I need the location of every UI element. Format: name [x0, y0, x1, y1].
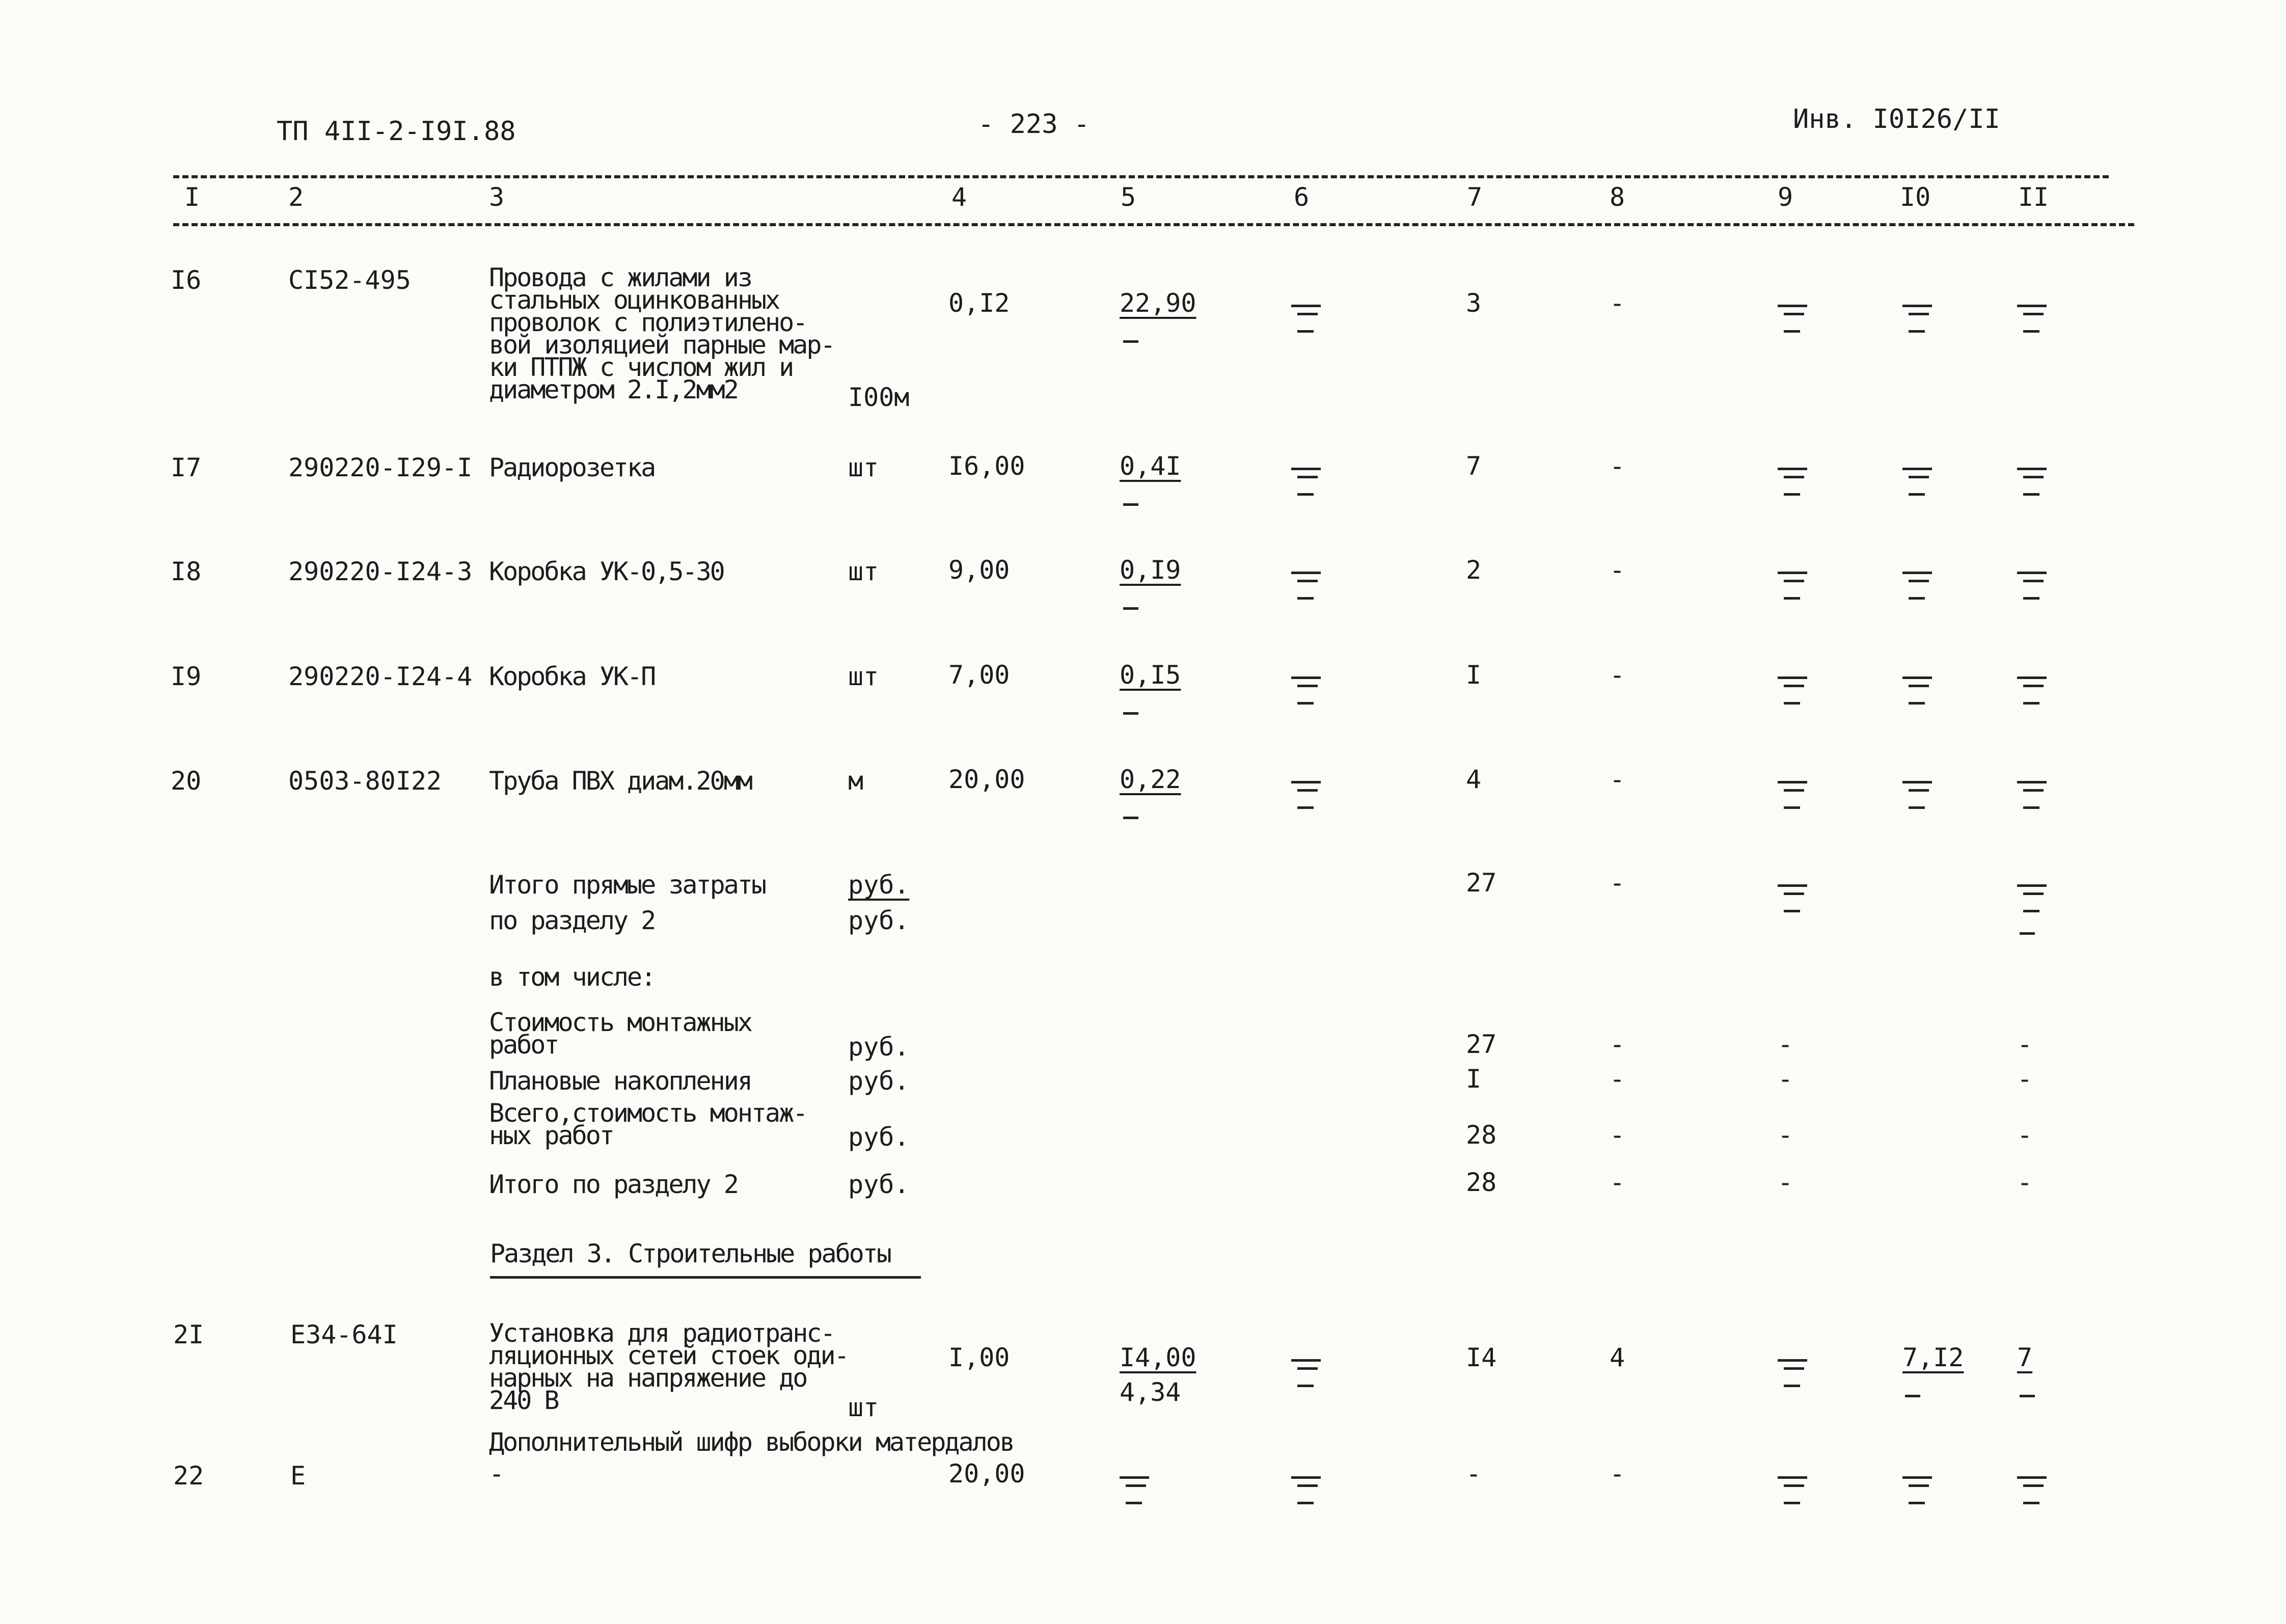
direct-costs-label-line2: по разделу 2	[489, 906, 655, 935]
row-unit: м	[848, 766, 864, 796]
row-col7: 7	[1466, 451, 1482, 481]
empty-mark	[1778, 875, 1813, 911]
row-number: 22	[173, 1461, 204, 1491]
empty-mark	[1291, 667, 1327, 703]
total-mounting-col8: -	[1610, 1120, 1625, 1150]
inventory-number: Инв. I0I26/II	[1793, 104, 2000, 134]
row-description: Установка для радиотранс- ляционных сетей стоек оди- нарных на напряжение до 240 В	[489, 1318, 848, 1415]
planned-savings-col11: -	[2017, 1064, 2033, 1094]
direct-costs-value: 27	[1466, 868, 1497, 898]
total-mounting-value: 28	[1466, 1120, 1497, 1150]
row-description: Коробка УК-П	[489, 662, 655, 691]
row-col8: -	[1610, 765, 1625, 794]
row-unit-price: 0,I5	[1120, 660, 1181, 690]
row-unit-price: 0,22	[1120, 765, 1181, 794]
row-description: -	[489, 1459, 505, 1488]
row-col7: I	[1466, 660, 1482, 690]
empty-mark	[1291, 295, 1327, 331]
row-code: CI52-495	[288, 265, 411, 295]
empty-mark	[2017, 295, 2053, 331]
section-total-col9: -	[1778, 1168, 1793, 1197]
empty-mark	[2017, 562, 2053, 598]
row-number: I6	[171, 265, 202, 295]
empty-mark	[1902, 562, 1938, 598]
row-code: E34-64I	[290, 1320, 398, 1349]
row-quantity: 9,00	[948, 555, 1010, 585]
row-col8: -	[1610, 451, 1625, 481]
section-3-title: Раздел 3. Строительные работы	[490, 1239, 890, 1268]
row-col8: -	[1610, 288, 1625, 318]
column-header-8: 8	[1610, 182, 1625, 212]
empty-mark	[2017, 875, 2053, 911]
dash-mark	[1905, 1395, 1920, 1397]
row-quantity: 0,I2	[948, 288, 1010, 318]
empty-mark	[1291, 458, 1327, 494]
dash-mark	[1123, 503, 1138, 506]
planned-savings-label: Плановые накопления	[489, 1066, 751, 1096]
row-quantity: 7,00	[948, 660, 1010, 690]
column-header-10: I0	[1900, 182, 1931, 212]
mounting-cost-value: 27	[1466, 1030, 1497, 1059]
row-unit: шт	[848, 662, 879, 691]
additional-code-note: Дополнительный шифр выборки матердалов	[489, 1427, 1014, 1457]
row-description: Коробка УК-0,5-30	[489, 557, 724, 586]
row-col7: 3	[1466, 288, 1482, 318]
section-total-label: Итого по разделу 2	[489, 1170, 738, 1199]
section-total-col11: -	[2017, 1168, 2033, 1197]
row-number: I8	[171, 557, 202, 586]
header-top-rule	[173, 175, 2109, 178]
row-unit-price: I4,00	[1120, 1343, 1196, 1372]
row-code: 0503-80I22	[288, 766, 442, 796]
row-number: I7	[171, 453, 202, 482]
empty-mark	[1291, 1350, 1327, 1386]
dash-mark	[1123, 712, 1138, 715]
row-wage-component: 4,34	[1120, 1377, 1181, 1407]
column-header-6: 6	[1294, 182, 1310, 212]
row-col8: -	[1610, 1459, 1625, 1488]
page-number: - 223 -	[978, 109, 1090, 140]
total-mounting-col9: -	[1778, 1120, 1793, 1150]
row-col7: 4	[1466, 765, 1482, 794]
planned-savings-unit: руб.	[848, 1066, 910, 1096]
dash-mark	[2020, 1395, 2035, 1397]
row-code: 290220-I29-I	[288, 453, 473, 482]
empty-mark	[1902, 1467, 1938, 1503]
planned-savings-col8: -	[1610, 1064, 1625, 1094]
row-col7: 2	[1466, 555, 1482, 585]
row-unit: шт	[848, 557, 879, 586]
row-description: Радиорозетка	[489, 453, 655, 482]
row-col7: -	[1466, 1459, 1482, 1488]
direct-costs-unit-2: руб.	[848, 906, 910, 935]
planned-savings-col9: -	[1778, 1064, 1793, 1094]
section-3-underline	[490, 1276, 921, 1279]
planned-savings-value: I	[1466, 1064, 1482, 1094]
empty-mark	[2017, 1467, 2053, 1503]
row-code: 290220-I24-4	[288, 662, 473, 691]
direct-costs-label-line1: Итого прямые затраты	[489, 870, 766, 900]
section-total-value: 28	[1466, 1168, 1497, 1197]
dash-mark	[1123, 607, 1138, 610]
empty-mark	[1902, 772, 1938, 807]
row-code: 290220-I24-3	[288, 557, 473, 586]
column-header-5: 5	[1121, 182, 1136, 212]
row-description: Провода с жилами из стальных оцинкованных проволок с полиэтилено- вой изоляцией парные мар- ки ПТПЖ с числом жил и диаметром 2.I,2мм2	[489, 263, 834, 404]
including-label: в том числе:	[489, 962, 655, 992]
row-unit-price: 0,4I	[1120, 451, 1181, 481]
column-header-9: 9	[1778, 182, 1793, 212]
row-quantity: I,00	[948, 1343, 1010, 1372]
section-total-col8: -	[1610, 1168, 1625, 1197]
total-mounting-label: Всего,стоимость монтаж- ных работ	[489, 1098, 807, 1150]
empty-mark	[1120, 1467, 1155, 1503]
mounting-cost-col11: -	[2017, 1030, 2033, 1059]
mounting-cost-unit: руб.	[848, 1032, 910, 1062]
empty-mark	[1291, 1467, 1327, 1503]
empty-mark	[1778, 1350, 1813, 1386]
row-code: E	[290, 1461, 306, 1491]
row-quantity: 20,00	[948, 1459, 1025, 1488]
section-total-unit: руб.	[848, 1170, 910, 1199]
column-header-3: 3	[489, 182, 505, 212]
empty-mark	[1291, 562, 1327, 598]
empty-mark	[2017, 458, 2053, 494]
row-unit: шт	[848, 453, 879, 482]
direct-costs-unit: руб.	[848, 870, 910, 900]
column-header-2: 2	[288, 182, 304, 212]
row-unit-price: 0,I9	[1120, 555, 1181, 585]
row-description: Труба ПВХ диам.20мм	[489, 766, 751, 796]
empty-mark	[1902, 667, 1938, 703]
total-mounting-col11: -	[2017, 1120, 2033, 1150]
row-number: 20	[171, 766, 202, 796]
empty-mark	[1778, 295, 1813, 331]
column-header-11: II	[2018, 182, 2049, 212]
empty-mark	[1778, 1467, 1813, 1503]
column-header-7: 7	[1467, 182, 1483, 212]
empty-mark	[2017, 667, 2053, 703]
doc-code: ТП 4II-2-I9I.88	[277, 116, 516, 147]
mounting-cost-col8: -	[1610, 1030, 1625, 1059]
dash-mark	[1123, 817, 1138, 819]
header-bottom-rule	[173, 223, 2134, 226]
empty-mark	[1902, 295, 1938, 331]
empty-mark	[2017, 772, 2053, 807]
row-col11: 7	[2017, 1343, 2033, 1372]
row-col8: -	[1610, 555, 1625, 585]
column-header-4: 4	[951, 182, 967, 212]
total-mounting-unit: руб.	[848, 1122, 910, 1152]
row-unit: шт	[848, 1393, 879, 1422]
column-header-1: I	[184, 182, 200, 212]
dash-mark	[1123, 340, 1138, 343]
mounting-cost-col9: -	[1778, 1030, 1793, 1059]
row-unit: I00м	[848, 383, 910, 412]
row-col8: 4	[1610, 1343, 1625, 1372]
row-unit-price: 22,90	[1120, 288, 1196, 318]
empty-mark	[1902, 458, 1938, 494]
empty-mark	[1778, 772, 1813, 807]
row-number: I9	[171, 662, 202, 691]
row-quantity: 20,00	[948, 765, 1025, 794]
empty-mark	[1291, 772, 1327, 807]
empty-mark	[1778, 458, 1813, 494]
row-col10: 7,I2	[1902, 1343, 1964, 1372]
direct-costs-col8: -	[1610, 868, 1625, 898]
row-number: 2I	[173, 1320, 204, 1349]
row-quantity: I6,00	[948, 451, 1025, 481]
row-col7: I4	[1466, 1343, 1497, 1372]
empty-mark	[1778, 667, 1813, 703]
row-col8: -	[1610, 660, 1625, 690]
mounting-cost-label: Стоимость монтажных работ	[489, 1008, 751, 1060]
dash-mark	[2020, 932, 2035, 935]
empty-mark	[1778, 562, 1813, 598]
